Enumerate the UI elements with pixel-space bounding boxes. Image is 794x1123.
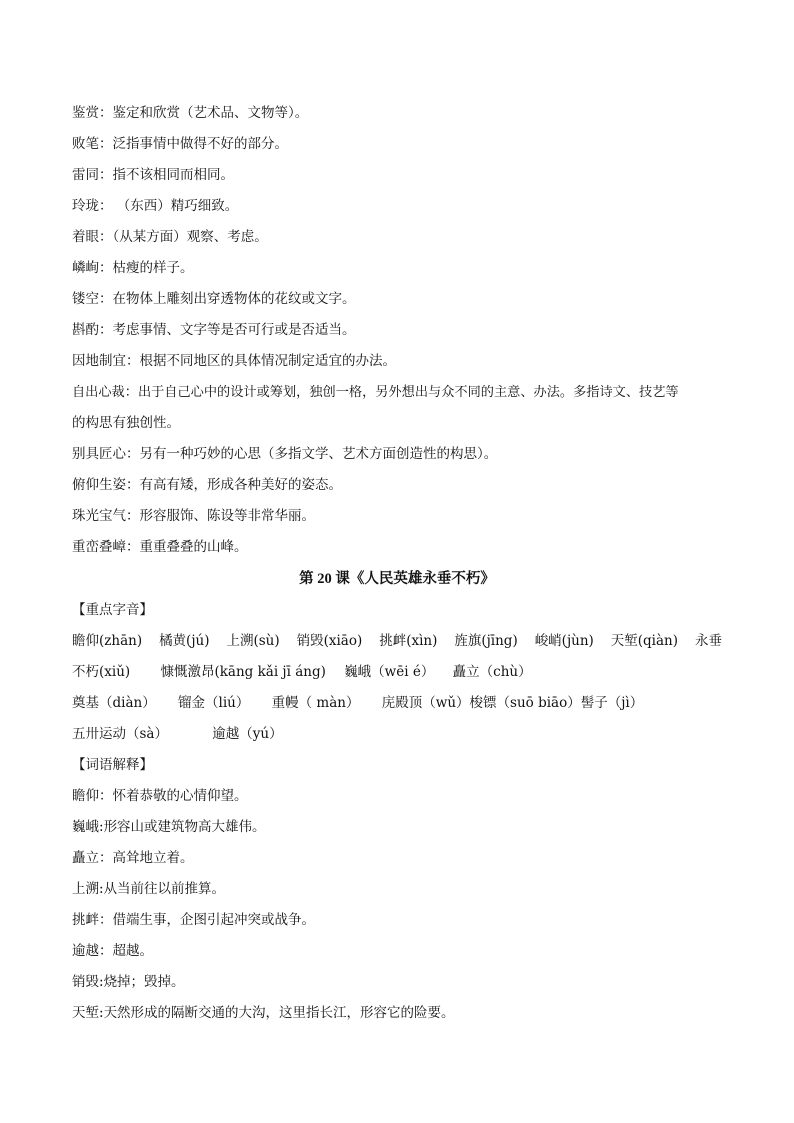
term-word: 矗立：	[72, 850, 113, 866]
pronunciation-item: 销毁(xiāo)	[296, 633, 363, 649]
term-definition-continued: 的构思有独创性。	[72, 415, 180, 431]
pronunciation-item: 镏金（liú）	[178, 695, 250, 711]
term-entry	[72, 998, 722, 1029]
pronunciation-item: 瞻仰(zhān)	[72, 633, 143, 649]
pronunciation-item: 永垂	[694, 633, 722, 649]
term-entry	[72, 284, 722, 315]
pronunciation-item: 重幔（ màn）	[271, 695, 360, 711]
term-word: 嶙峋：	[72, 260, 113, 276]
term-entry	[72, 315, 722, 346]
term-entry	[72, 905, 722, 936]
term-entry	[72, 160, 722, 191]
term-word: 自出心裁：	[72, 385, 138, 400]
term-definition: 有高有矮，形成各种美好的姿态。	[139, 477, 342, 493]
term-definition: 在物体上雕刻出穿透物体的花纹或文字。	[112, 291, 356, 307]
term-definition: 鉴定和欣赏（艺术品、文物等）。	[112, 105, 309, 121]
term-definition: 重重叠叠的山峰。	[139, 539, 248, 555]
term-word: 着眼：	[72, 229, 113, 245]
term-word: 挑衅：	[72, 912, 113, 928]
lesson-title	[72, 563, 722, 595]
term-word: 巍峨:	[72, 819, 104, 835]
lesson-name: 《人民英雄永垂不朽》	[349, 570, 495, 587]
term-definition: 枯瘦的样子。	[112, 260, 194, 276]
term-word: 别具匠心：	[72, 446, 140, 462]
term-entry	[72, 967, 722, 998]
term-word: 上溯:	[72, 881, 104, 897]
term-entry	[72, 253, 722, 284]
pronunciation-row	[72, 719, 722, 750]
term-word: 败笔：	[72, 136, 113, 152]
pronunciation-row	[72, 657, 722, 688]
term-definition: 怀着恭敬的心情仰望。	[112, 788, 248, 804]
term-definition: 从当前往以前推算。	[103, 881, 226, 897]
term-word: 因地制宜：	[72, 353, 140, 369]
term-definition: 烧掉；毁掉。	[103, 974, 185, 990]
term-word: 镂空：	[72, 291, 113, 307]
term-entry	[72, 377, 722, 408]
section-heading-vocabulary: 【词语解释】	[72, 757, 153, 773]
term-entry	[72, 843, 722, 874]
section-heading-pronunciation: 【重点字音】	[72, 602, 153, 618]
pronunciation-item: 橘黄(jú)	[159, 633, 210, 649]
term-word: 鉴赏：	[72, 105, 113, 121]
term-definition: 指不该相同而相同。	[112, 167, 234, 183]
term-entry	[72, 812, 722, 843]
term-definition: 借端生事，企图引起冲突或战争。	[112, 912, 315, 928]
term-definition: 超越。	[112, 943, 153, 959]
term-entry	[72, 439, 722, 470]
term-definition: 形容服饰、陈设等非常华丽。	[139, 508, 315, 524]
pronunciation-item: 慷慨激昂(kāng kǎi jī áng)	[160, 664, 326, 680]
term-word: 斟酌：	[72, 322, 113, 338]
pronunciation-row	[72, 626, 722, 657]
lesson-number: 第 20 课	[299, 571, 350, 587]
pronunciation-item: 五卅运动（sà）	[72, 726, 168, 742]
term-word: 雷同：	[72, 167, 113, 183]
pronunciation-item: 天堑(qiàn)	[610, 633, 679, 649]
term-entry	[72, 98, 722, 129]
term-entry	[72, 936, 722, 967]
term-word: 销毁:	[72, 974, 104, 990]
pronunciation-item: 峻峭(jùn)	[534, 633, 594, 649]
term-entry	[72, 501, 722, 532]
term-word: 瞻仰：	[72, 788, 113, 804]
term-entry	[72, 222, 722, 253]
term-definition: （从某方面）观察、考虑。	[112, 229, 268, 245]
term-word: 天堑:	[72, 1005, 104, 1021]
term-definition: 考虑事情、文字等是否可行或是否适当。	[112, 322, 356, 338]
term-word: 玲珑：	[72, 198, 113, 214]
term-entry	[72, 532, 722, 563]
term-entry	[72, 191, 722, 222]
pronunciation-item: 矗立（chù）	[452, 664, 532, 680]
pronunciation-item: 不朽(xiǔ)	[72, 664, 131, 680]
term-definition: 另有一种巧妙的心思（多指文学、艺术方面创造性的构思）。	[139, 446, 498, 462]
document-page	[72, 98, 722, 1029]
term-definition: （东西）精巧细致。	[112, 198, 239, 214]
pronunciation-item: 奠基（diàn）	[72, 695, 156, 711]
term-definition: 形容山或建筑物高大雄伟。	[103, 819, 266, 835]
term-entry	[72, 470, 722, 501]
term-definition: 高耸地立着。	[112, 850, 194, 866]
pronunciation-row	[72, 688, 722, 719]
term-word: 重峦叠嶂：	[72, 539, 140, 555]
pronunciation-item: 挑衅(xìn)	[379, 633, 438, 649]
term-definition: 天然形成的隔断交通的大沟，这里指长江，形容它的险要。	[103, 1005, 455, 1021]
term-definition: 泛指事情中做得不好的部分。	[112, 136, 288, 152]
pronunciation-item: 逾越（yú）	[212, 726, 283, 742]
pronunciation-item: 上溯(sù)	[226, 633, 280, 649]
term-entry	[72, 874, 722, 905]
term-entry	[72, 129, 722, 160]
term-word: 逾越：	[72, 943, 113, 959]
pronunciation-item: 旌旗(jīng)	[454, 633, 518, 649]
term-definition: 根据不同地区的具体情况制定适宜的办法。	[139, 353, 396, 369]
term-entry	[72, 781, 722, 812]
pronunciation-item: 巍峨（wēi é）	[344, 664, 435, 680]
term-entry	[72, 346, 722, 377]
term-word: 俯仰生姿：	[72, 477, 140, 493]
pronunciation-item: 庑殿顶（wǔ）梭镖（suō biāo）髻子（jì）	[381, 695, 644, 711]
term-word: 珠光宝气：	[72, 508, 140, 524]
term-definition: 出于自己心中的设计或筹划，独创一格，另外想出与众不同的主意、办法。多指诗文、技艺等	[137, 385, 679, 400]
